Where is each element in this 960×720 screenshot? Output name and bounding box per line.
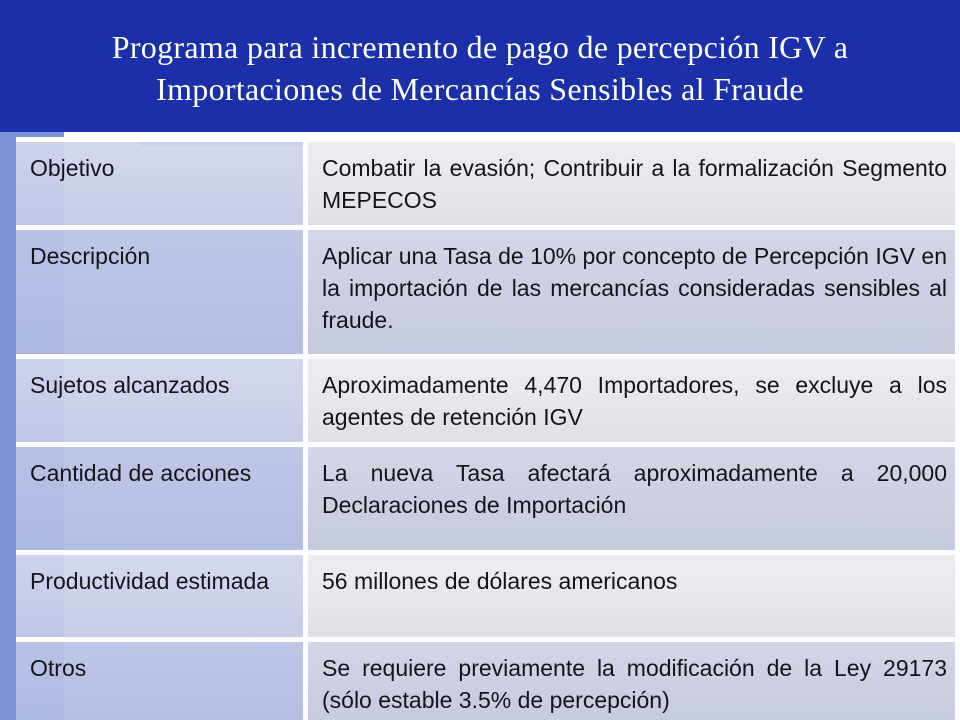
row-label: Productividad estimada — [16, 550, 308, 637]
row-value: Se requiere previamente la modificación de la Ley 29173 (sólo estable 3.5% de percepción) — [308, 637, 960, 720]
row-label: Objetivo — [16, 137, 308, 225]
table-row-productividad — [16, 550, 960, 637]
table-row-descripcion — [16, 225, 960, 354]
table-row-objetivo — [16, 137, 960, 225]
row-value: Combatir la evasión; Contribuir a la formalización Segmento MEPECOS — [308, 137, 960, 225]
info-table — [16, 137, 960, 720]
row-value: La nueva Tasa afectará aproximadamente a 20,000 Declaraciones de Importación — [308, 442, 960, 550]
row-label: Sujetos alcanzados — [16, 354, 308, 442]
info-table-container — [16, 137, 960, 720]
table-row-otros — [16, 637, 960, 720]
row-value: 56 millones de dólares americanos — [308, 550, 960, 637]
table-row-cantidad — [16, 442, 960, 550]
title-line-1: Programa para incremento de pago de percepción IGV a — [111, 29, 849, 65]
slide-title — [112, 22, 848, 110]
row-label: Descripción — [16, 225, 308, 354]
table-row-sujetos — [16, 354, 960, 442]
row-value: Aplicar una Tasa de 10% por concepto de Percepción IGV en la importación de las mercancías consideradas sensibles al fraude. — [308, 225, 960, 354]
row-label: Cantidad de acciones — [16, 442, 308, 550]
title-line-2: Importaciones de Mercancías Sensibles al Fraude — [156, 71, 804, 107]
slide-header — [0, 0, 960, 132]
row-label: Otros — [16, 637, 308, 720]
row-value: Aproximadamente 4,470 Importadores, se excluye a los agentes de retención IGV — [308, 354, 960, 442]
